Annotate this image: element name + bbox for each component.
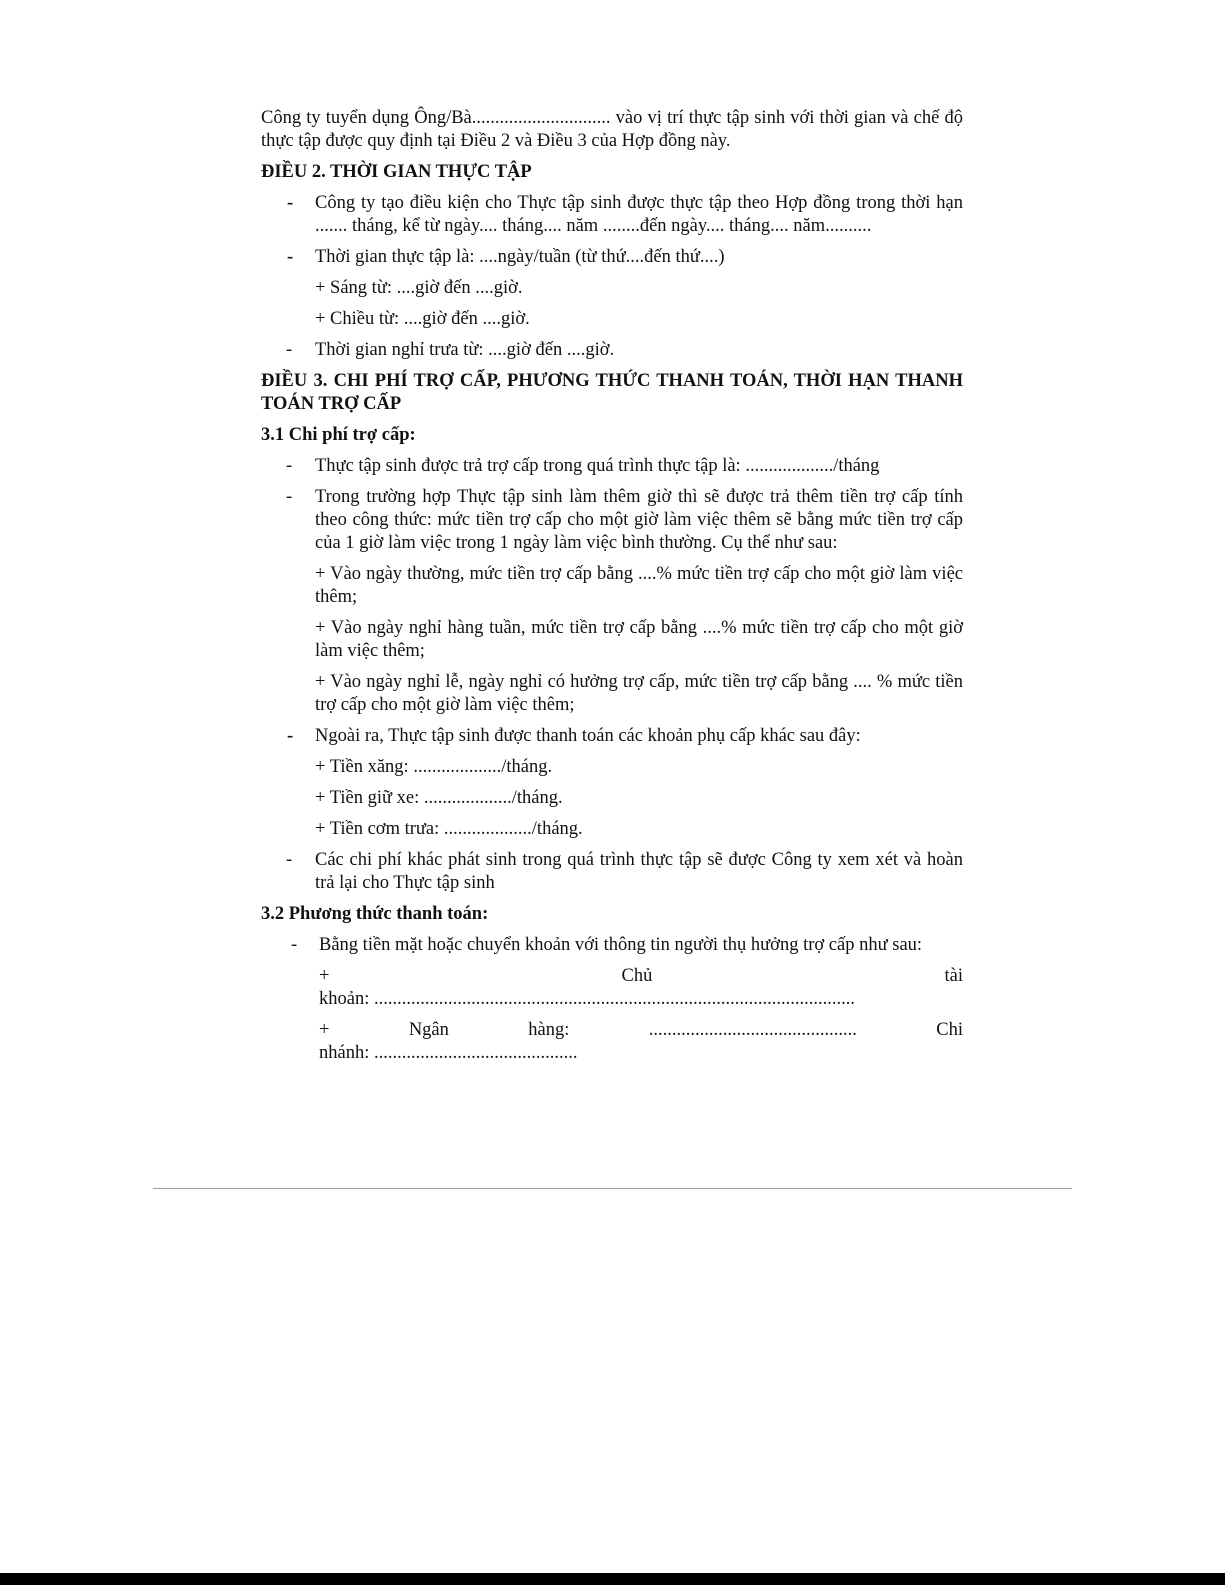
section-3-1-item-2: Trong trường hợp Thực tập sinh làm thêm giờ thì sẽ được trả thêm tiền trợ cấp tính theo công thức: mức tiền trợ cấp cho một giờ làm việc thêm sẽ bằng mức tiền trợ cấp của 1 giờ làm việc trong 1 ngày làm việc bình thường. Cụ thể như sau: — [315, 487, 963, 553]
bank-word-1: Ngân — [408, 1020, 449, 1040]
bullet-dash: - — [286, 850, 293, 870]
account-holder-line-2: khoản: ........................................................................................................ — [319, 989, 855, 1009]
overtime-weekend: + Vào ngày nghỉ hàng tuần, mức tiền trợ cấp bằng ....% mức tiền trợ cấp cho một giờ làm việc thêm; — [315, 618, 963, 661]
article-2-item-3: Thời gian nghỉ trưa từ: ....giờ đến ....giờ. — [315, 340, 615, 360]
account-holder-word-1: Chủ — [621, 966, 653, 986]
account-holder-word-2: tài — [944, 966, 963, 986]
plus-marker: + — [319, 966, 330, 986]
page-bottom-edge — [0, 1573, 1225, 1585]
bank-word-2: hàng: — [528, 1020, 570, 1040]
bullet-dash: - — [287, 726, 294, 746]
article-3-heading: ĐIỀU 3. CHI PHÍ TRỢ CẤP, PHƯƠNG THỨC THANH TOÁN, THỜI HẠN THANH TOÁN TRỢ CẤP — [261, 371, 963, 414]
bullet-dash: - — [291, 935, 298, 955]
article-2-item-1: Công ty tạo điều kiện cho Thực tập sinh được thực tập theo Hợp đồng trong thời hạn ....... tháng, kể từ ngày.... tháng.... năm ........đến ngày.... tháng.... năm.......... — [315, 193, 963, 236]
document-body — [261, 107, 963, 1073]
list-item — [261, 725, 963, 748]
bullet-dash: - — [286, 487, 293, 507]
article-2-heading: ĐIỀU 2. THỜI GIAN THỰC TẬP — [261, 162, 532, 182]
bank-blank: ............................................. — [648, 1020, 857, 1040]
section-3-1-item-1: Thực tập sinh được trả trợ cấp trong quá trình thực tập là: .................../tháng — [315, 456, 880, 476]
bullet-dash: - — [287, 247, 294, 267]
list-item — [261, 339, 963, 362]
section-3-1-heading: 3.1 Chi phí trợ cấp: — [261, 425, 416, 445]
page-divider — [153, 1188, 1072, 1189]
account-holder-field — [261, 965, 963, 1011]
list-item — [261, 246, 963, 269]
list-item — [261, 934, 963, 957]
article-2-item-2: Thời gian thực tập là: ....ngày/tuần (từ thứ....đến thứ....) — [315, 247, 725, 267]
bank-line-2: nhánh: ............................................ — [319, 1043, 578, 1063]
list-item — [261, 486, 963, 555]
section-3-1-item-3: Ngoài ra, Thực tập sinh được thanh toán các khoản phụ cấp khác sau đây: — [315, 726, 861, 746]
morning-hours: + Sáng từ: ....giờ đến ....giờ. — [315, 278, 523, 298]
branch-word: Chi — [936, 1020, 963, 1040]
list-item — [261, 849, 963, 895]
bullet-dash: - — [287, 193, 294, 213]
allowance-fuel: + Tiền xăng: .................../tháng. — [315, 757, 553, 777]
account-holder-line-1 — [319, 965, 963, 988]
section-3-1-item-4: Các chi phí khác phát sinh trong quá trình thực tập sẽ được Công ty xem xét và hoàn trả lại cho Thực tập sinh — [315, 850, 963, 893]
bank-field — [261, 1019, 963, 1065]
list-item — [261, 455, 963, 478]
list-item — [261, 192, 963, 238]
intro-paragraph: Công ty tuyển dụng Ông/Bà.............................. vào vị trí thực tập sinh với thời gian và chế độ thực tập được quy định tại Điều 2 và Điều 3 của Hợp đồng này. — [261, 108, 963, 151]
afternoon-hours: + Chiều từ: ....giờ đến ....giờ. — [315, 309, 530, 329]
bullet-dash: - — [286, 456, 293, 476]
plus-marker: + — [319, 1020, 330, 1040]
overtime-weekday: + Vào ngày thường, mức tiền trợ cấp bằng ....% mức tiền trợ cấp cho một giờ làm việc thêm; — [315, 564, 963, 607]
overtime-holiday: + Vào ngày nghỉ lễ, ngày nghỉ có hưởng trợ cấp, mức tiền trợ cấp bằng .... % mức tiền trợ cấp cho một giờ làm việc thêm; — [315, 672, 963, 715]
allowance-parking: + Tiền giữ xe: .................../tháng. — [315, 788, 563, 808]
allowance-lunch: + Tiền cơm trưa: .................../tháng. — [315, 819, 583, 839]
bank-line-1 — [319, 1019, 963, 1042]
bullet-dash: - — [286, 340, 293, 360]
section-3-2-item-1: Bằng tiền mặt hoặc chuyển khoản với thông tin người thụ hưởng trợ cấp như sau: — [319, 935, 923, 955]
section-3-2-heading: 3.2 Phương thức thanh toán: — [261, 904, 489, 924]
